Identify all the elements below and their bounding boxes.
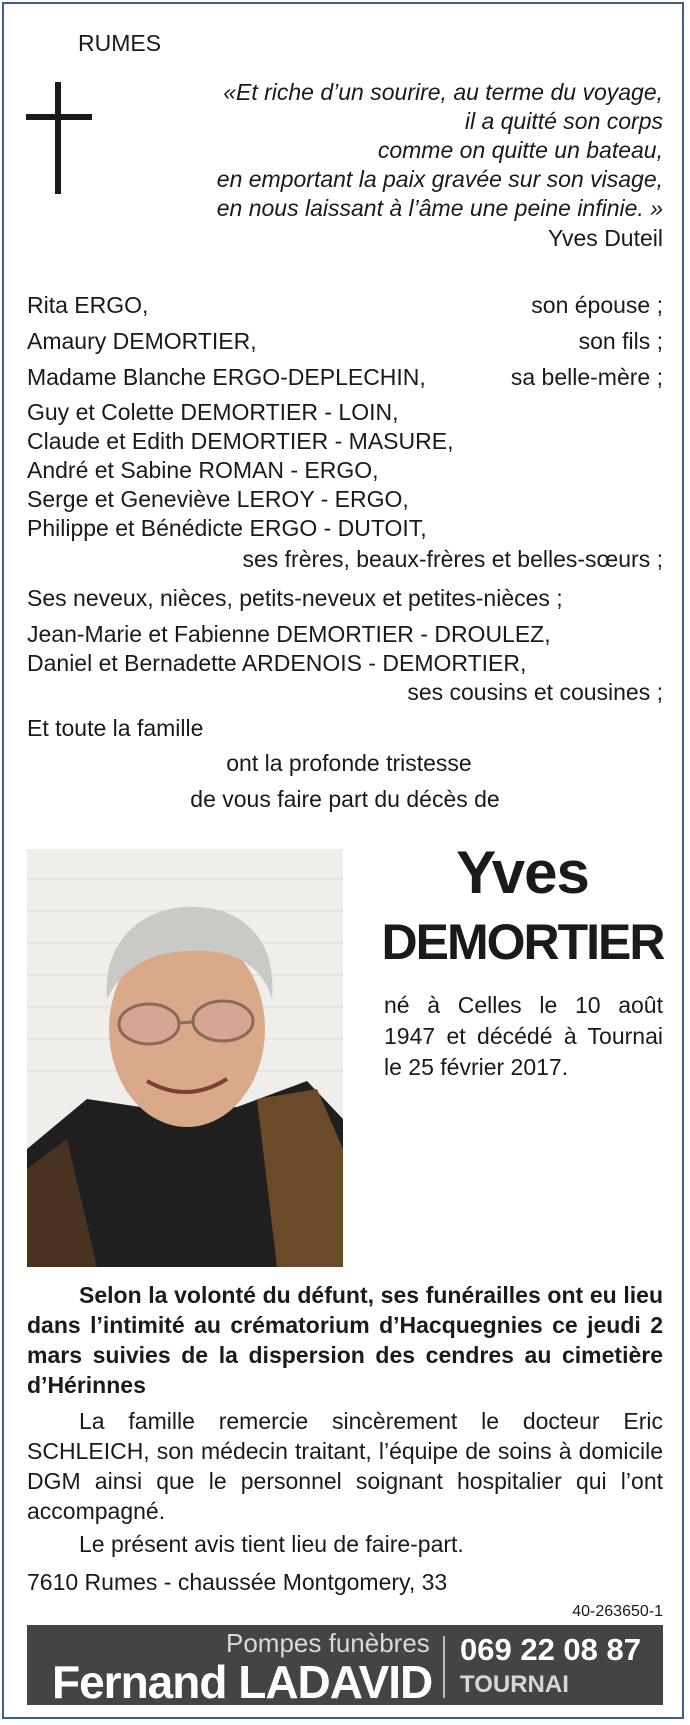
family-row-son — [27, 326, 663, 356]
cousin-item: Jean-Marie et Fabienne DEMORTIER - DROULEZ, — [27, 621, 551, 647]
cousins-relation: ses cousins et cousines ; — [407, 679, 663, 705]
cousins-list — [27, 620, 551, 678]
funeral-details: Selon la volonté du défunt, ses funérailles ont eu lieu dans l’intimité au crématorium d’Hacquegnies ce jeudi 2 mars suivies de la dispersion des cendres au cimetière d’Hérinnes — [27, 1282, 663, 1398]
banner-divider — [443, 1636, 445, 1698]
location-heading: RUMES — [78, 30, 162, 56]
nephews-line: Ses neveux, nièces, petits-neveux et petites-nièces ; — [27, 585, 563, 611]
deceased-photo — [27, 849, 343, 1267]
poem-line: comme on quitte un bateau, — [377, 137, 663, 163]
poem-line: en nous laissant à l’âme une peine infinie. » — [216, 195, 663, 221]
sibling-item: Serge et Geneviève LEROY - ERGO, — [27, 486, 409, 512]
sibling-item: Guy et Colette DEMORTIER - LOIN, — [27, 399, 399, 425]
family-relation: son fils ; — [578, 328, 663, 354]
cross-icon-bar — [26, 114, 92, 120]
sibling-item: Philippe et Bénédicte ERGO - DUTOIT, — [27, 515, 427, 541]
siblings-relation: ses frères, beaux-frères et belles-sœurs ; — [242, 546, 663, 572]
funeral-home-phone: 069 22 08 87 — [460, 1632, 642, 1667]
notice-line: Le présent avis tient lieu de faire-part. — [79, 1531, 464, 1557]
funeral-home-label: Pompes funèbres — [226, 1628, 430, 1658]
poem-author: Yves Duteil — [547, 225, 663, 251]
family-relation: son épouse ; — [531, 292, 663, 318]
address-line: 7610 Rumes - chaussée Montgomery, 33 — [27, 1569, 448, 1595]
sibling-item: Claude et Edith DEMORTIER - MASURE, — [27, 428, 454, 454]
funeral-home-name: Fernand LADAVID — [52, 1656, 433, 1708]
reference-code: 40-263650-1 — [572, 1603, 663, 1620]
deceased-last-name: DEMORTIER — [381, 914, 664, 970]
family-name: Madame Blanche ERGO-DEPLECHIN, — [27, 364, 426, 390]
family-name: Rita ERGO, — [27, 292, 149, 318]
poem-line: en emportant la paix gravée sur son visage, — [216, 166, 663, 192]
sibling-item: André et Sabine ROMAN - ERGO, — [27, 457, 379, 483]
family-row-mother-in-law — [27, 362, 663, 392]
siblings-list — [27, 398, 453, 543]
birth-death-info: né à Celles le 10 août 1947 et décédé à Tournai le 25 février 2017. — [384, 992, 663, 1080]
family-relation: sa belle-mère ; — [510, 364, 663, 390]
family-row-spouse — [27, 290, 663, 320]
deceased-first-name: Yves — [456, 839, 589, 906]
funeral-home-city: TOURNAI — [460, 1671, 569, 1698]
announcement-line-1: ont la profonde tristesse — [226, 750, 472, 776]
cross-icon — [55, 82, 61, 194]
poem — [217, 78, 663, 223]
all-family-line: Et toute la famille — [27, 715, 204, 741]
poem-line: il a quitté son corps — [464, 108, 663, 134]
cousin-item: Daniel et Bernadette ARDENOIS - DEMORTIER, — [27, 650, 527, 676]
poem-line: «Et riche d’un sourire, au terme du voyage, — [223, 79, 663, 105]
announcement-line-2: de vous faire part du décès de — [190, 786, 500, 812]
thanks-paragraph: La famille remercie sincèrement le docteur Eric SCHLEICH, son médecin traitant, l’équipe de soins à domicile DGM ainsi que le personnel soignant hospitalier qui l’ont accompagné. — [27, 1408, 663, 1524]
family-name: Amaury DEMORTIER, — [27, 328, 257, 354]
